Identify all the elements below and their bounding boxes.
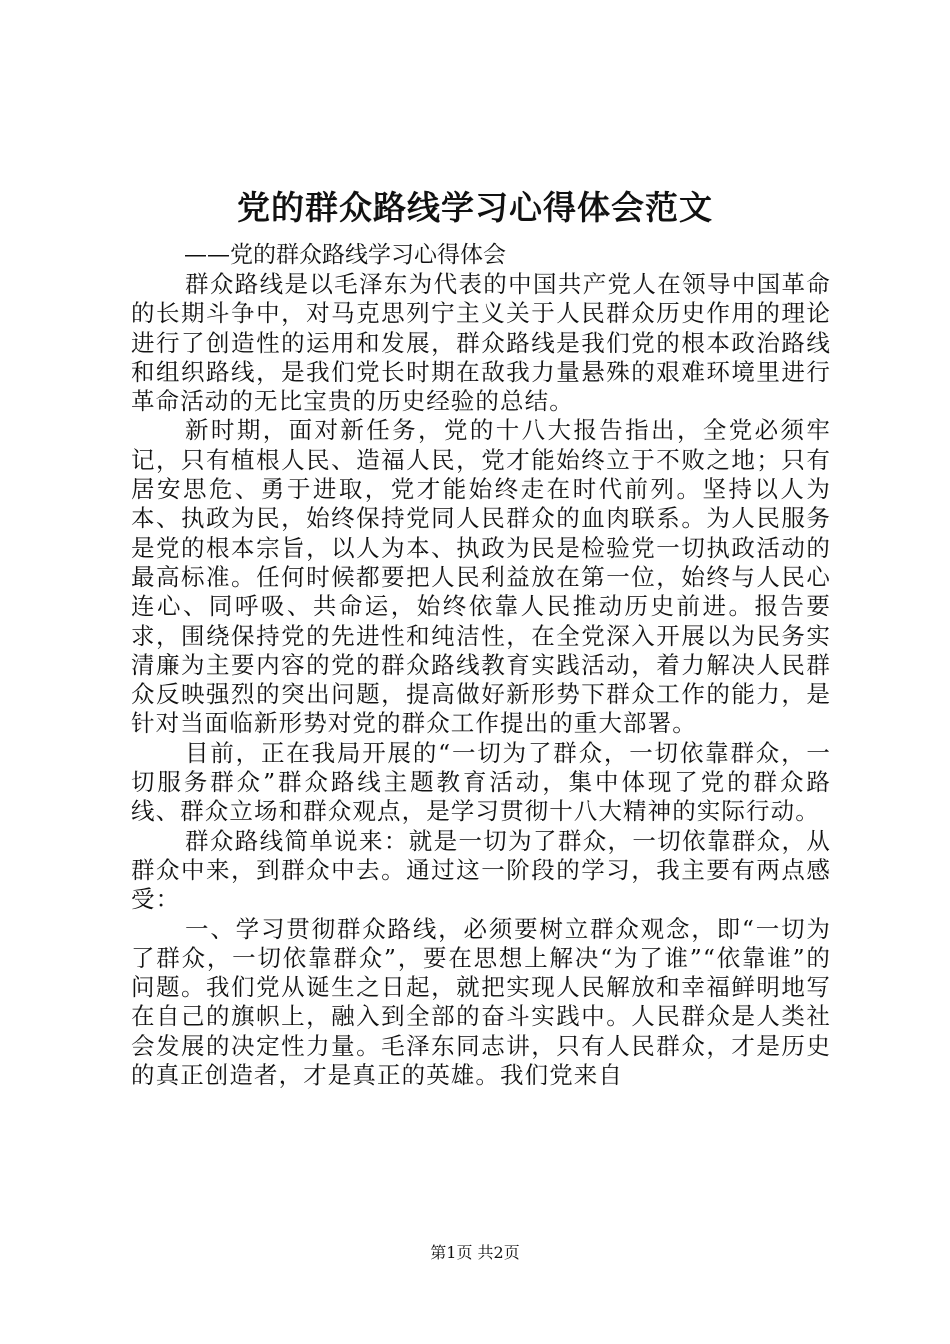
document-subtitle: ——党的群众路线学习心得体会 [184, 242, 506, 268]
document-body [131, 270, 831, 1090]
body-paragraph: 目前，正在我局开展的“一切为了群众，一切依靠群众，一切服务群众”群众路线主题教育活动，集中体现了党的群众路线、群众立场和群众观点，是学习贯彻十八大精神的实际行动。 [131, 738, 831, 826]
body-paragraph: 群众路线是以毛泽东为代表的中国共产党人在领导中国革命的长期斗争中，对马克思列宁主义关于人民群众历史作用的理论进行了创造性的运用和发展，群众路线是我们党的根本政治路线和组织路线，是我们党长时期在敌我力量悬殊的艰难环境里进行革命活动的无比宝贵的历史经验的总结。 [131, 270, 831, 416]
body-paragraph: 一、学习贯彻群众路线，必须要树立群众观念，即“一切为了群众，一切依靠群众”，要在思想上解决“为了谁”“依靠谁”的问题。我们党从诞生之日起，就把实现人民解放和幸福鲜明地写在自己的旗帜上，融入到全部的奋斗实践中。人民群众是人类社会发展的决定性力量。毛泽东同志讲，只有人民群众，才是历史的真正创造者，才是真正的英雄。我们党来自 [131, 914, 831, 1090]
document-title: 党的群众路线学习心得体会范文 [237, 188, 713, 227]
page-number-footer: 第1页 共2页 [430, 1243, 520, 1262]
body-paragraph: 群众路线简单说来：就是一切为了群众，一切依靠群众，从群众中来，到群众中去。通过这一阶段的学习，我主要有两点感受： [131, 826, 831, 914]
body-paragraph: 新时期，面对新任务，党的十八大报告指出，全党必须牢记，只有植根人民、造福人民，党才能始终立于不败之地；只有居安思危、勇于进取，党才能始终走在时代前列。坚持以人为本、执政为民，始终保持党同人民群众的血肉联系。为人民服务是党的根本宗旨，以人为本、执政为民是检验党一切执政活动的最高标准。任何时候都要把人民利益放在第一位，始终与人民心连心、同呼吸、共命运，始终依靠人民推动历史前进。报告要求，围绕保持党的先进性和纯洁性，在全党深入开展以为民务实清廉为主要内容的党的群众路线教育实践活动，着力解决人民群众反映强烈的突出问题，提高做好新形势下群众工作的能力，是针对当面临新形势对党的群众工作提出的重大部署。 [131, 416, 831, 738]
